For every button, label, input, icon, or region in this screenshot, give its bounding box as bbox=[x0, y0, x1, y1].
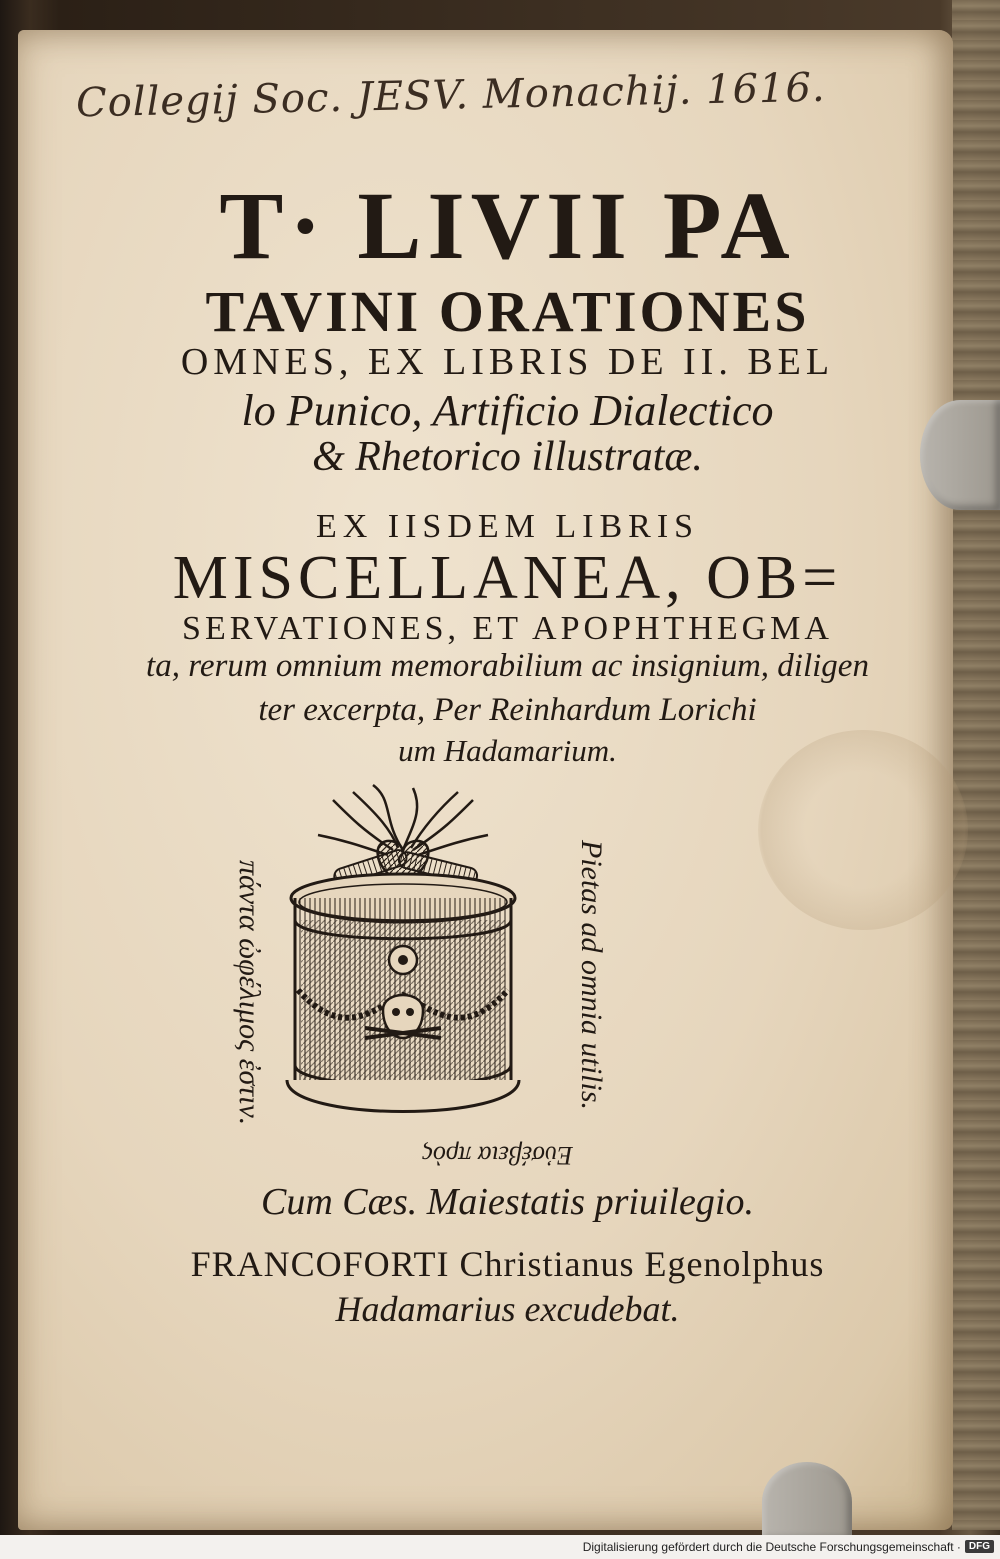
book-clasp-bottom bbox=[762, 1462, 852, 1542]
title-line-5: & Rhetorico illustratæ. bbox=[312, 434, 703, 480]
dfg-logo-icon: DFG bbox=[965, 1540, 994, 1553]
footer-credit-text: Digitalisierung gefördert durch die Deutsche Forschungsgemeinschaft · bbox=[582, 1540, 961, 1554]
emblem-left-motto: πάντα ὠφέλιμος ἐστιν. bbox=[233, 860, 266, 1126]
privilege-line: Cum Cæs. Maiestatis priuilegio. bbox=[261, 1181, 754, 1223]
title-page bbox=[18, 30, 953, 1530]
imprint-line-2: Hadamarius excudebat. bbox=[335, 1289, 680, 1329]
title-line-1: T· LIVII PA bbox=[219, 172, 796, 279]
handwritten-ownership-note: Collegij Soc. JESV. Monachij. 1616. bbox=[75, 64, 827, 127]
subtitle-line-4: ta, rerum omnium memorabilium ac insignium, diligen bbox=[146, 648, 869, 684]
title-line-2: TAVINI ORATIONES bbox=[205, 279, 810, 344]
digitization-footer bbox=[0, 1535, 1000, 1559]
subtitle-line-2: MISCELLANEA, OB= bbox=[172, 544, 843, 612]
altar-woodcut-emblem bbox=[273, 780, 533, 1130]
title-line-4: lo Punico, Artificio Dialectico bbox=[241, 386, 774, 435]
subtitle-line-1: EX IISDEM LIBRIS bbox=[315, 508, 700, 545]
subtitle-line-3: SERVATIONES, ET APOPHTHEGMA bbox=[182, 610, 833, 647]
book-clasp-top bbox=[920, 400, 1000, 510]
emblem-bottom-motto: Εὐσέβεια πρὸς bbox=[422, 1141, 573, 1170]
subtitle-line-5: ter excerpta, Per Reinhardum Lorichi bbox=[258, 692, 757, 728]
imprint-line-1: FRANCOFORTI Christianus Egenolphus bbox=[190, 1244, 825, 1284]
subtitle-line-6: um Hadamarium. bbox=[398, 733, 617, 768]
title-line-3: OMNES, EX LIBRIS DE II. BEL bbox=[180, 341, 835, 383]
emblem-right-motto: Pietas ad omnia utilis. bbox=[575, 840, 608, 1110]
